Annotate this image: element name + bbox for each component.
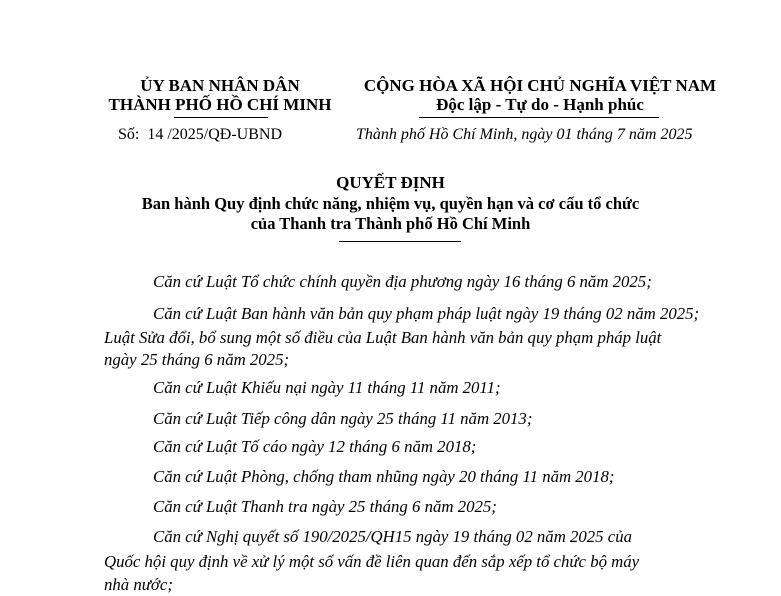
issuer-line-1: ỦY BAN NHÂN DÂN — [140, 76, 300, 95]
basis-6: Căn cứ Luật Phòng, chống tham nhũng ngày 20 tháng 11 năm 2018; — [153, 467, 615, 486]
decision-subtitle-1: Ban hành Quy định chức năng, nhiệm vụ, quyền hạn và cơ cấu tổ chức — [141, 194, 640, 213]
basis-8-line-2: Quốc hội quy định về xử lý một số vấn đề liên quan đến sắp xếp tổ chức bộ máy — [104, 552, 640, 571]
document-number — [118, 126, 282, 144]
issuer-line-2: THÀNH PHỐ HỒ CHÍ MINH — [108, 95, 332, 114]
basis-4: Căn cứ Luật Tiếp công dân ngày 25 tháng 11 năm 2013; — [153, 409, 533, 428]
basis-7: Căn cứ Luật Thanh tra ngày 25 tháng 6 năm 2025; — [153, 497, 497, 516]
issuer-underline — [174, 117, 268, 118]
national-title: CỘNG HÒA XÃ HỘI CHỦ NGHĨA VIỆT NAM — [363, 76, 717, 95]
basis-2-line-3: ngày 25 tháng 6 năm 2025; — [104, 350, 290, 369]
basis-2-line-2: Luật Sửa đổi, bổ sung một số điều của Luật Ban hành văn bản quy phạm pháp luật — [104, 328, 662, 347]
basis-2-line-1: Căn cứ Luật Ban hành văn bản quy phạm pháp luật ngày 19 tháng 02 năm 2025; — [153, 304, 700, 323]
basis-3: Căn cứ Luật Khiếu nại ngày 11 tháng 11 năm 2011; — [153, 378, 501, 397]
national-motto: Độc lập - Tự do - Hạnh phúc — [436, 95, 644, 114]
motto-underline — [419, 117, 659, 118]
basis-8-line-3: nhà nước; — [104, 575, 173, 594]
basis-8-line-1: Căn cứ Nghị quyết số 190/2025/QH15 ngày 19 tháng 02 năm 2025 của — [153, 527, 632, 546]
decision-subtitle-2: của Thanh tra Thành phố Hồ Chí Minh — [250, 214, 531, 233]
basis-1: Căn cứ Luật Tổ chức chính quyền địa phương ngày 16 tháng 6 năm 2025; — [153, 272, 652, 291]
number-value: 14 /2025/QĐ-UBND — [147, 126, 283, 143]
place-date: Thành phố Hồ Chí Minh, ngày 01 tháng 7 năm 2025 — [356, 126, 693, 143]
basis-5: Căn cứ Luật Tố cáo ngày 12 tháng 6 năm 2018; — [153, 437, 477, 456]
decision-title: QUYẾT ĐỊNH — [336, 173, 445, 192]
title-underline — [339, 241, 461, 242]
number-label: Số: — [118, 126, 140, 143]
